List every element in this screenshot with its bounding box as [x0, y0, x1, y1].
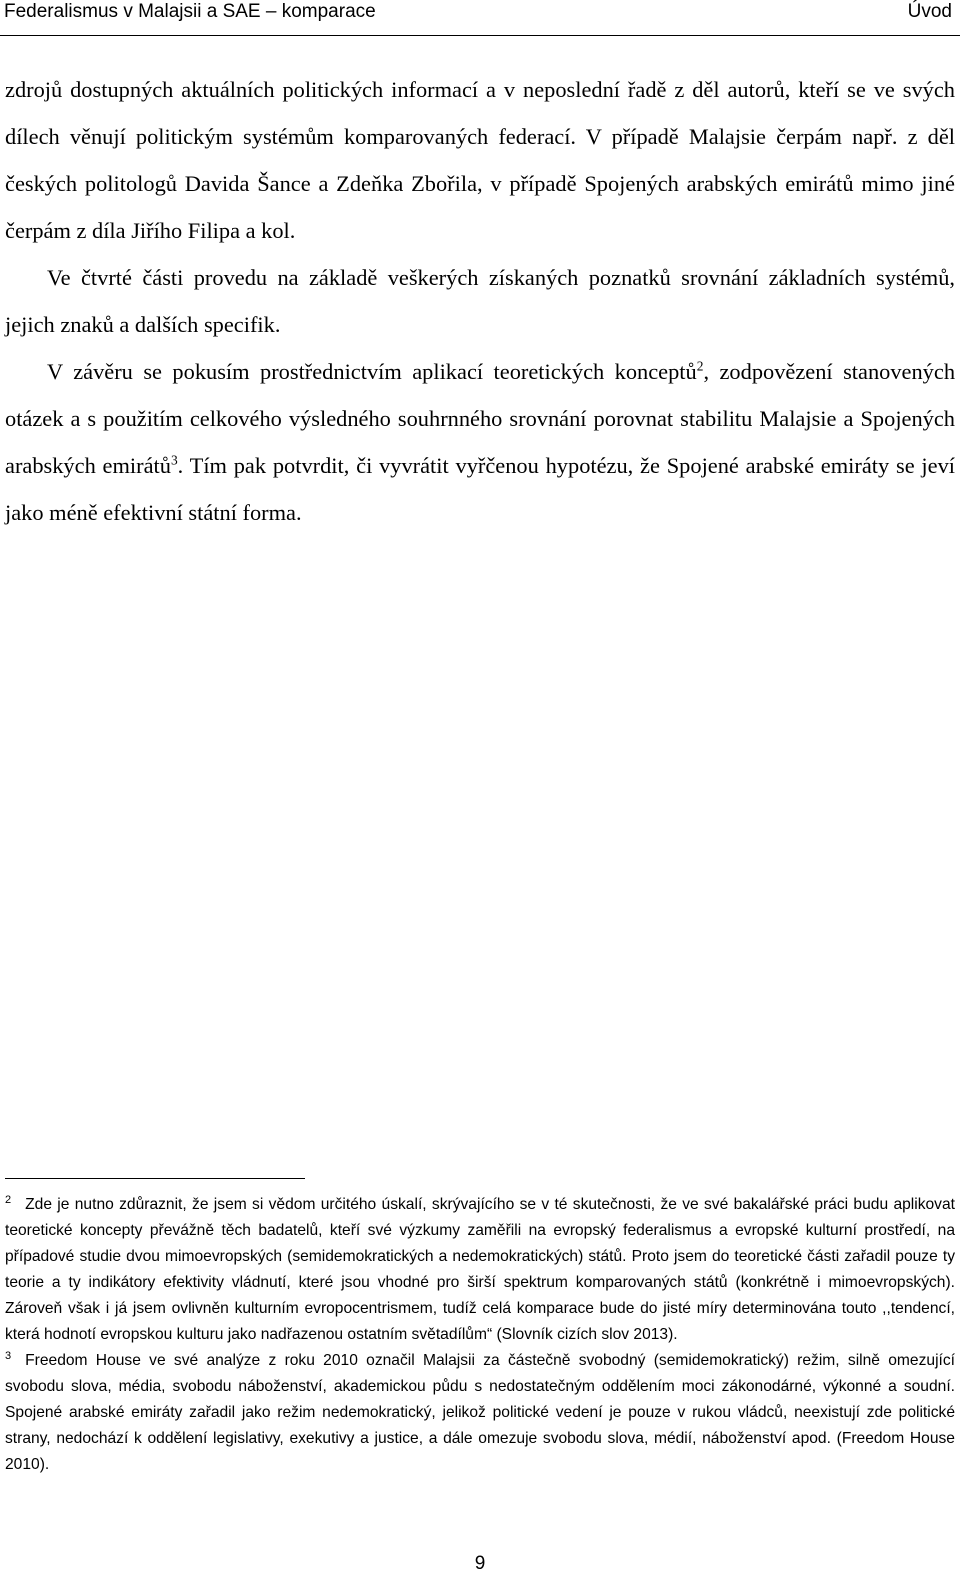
main-text — [5, 66, 955, 536]
footnote-ref-2[interactable]: 2 — [696, 358, 704, 374]
page-header — [0, 0, 960, 28]
header-divider — [0, 35, 960, 36]
footnote-2-text: Zde je nutno zdůraznit, že jsem si vědom určitého úskalí, skrývajícího se v té skutečnosti, že ve své bakalářské práci budu aplikovat teoretické koncepty převážně těch badatelů, kteří své výzkumy zaměřili na evropský federalismus a evropské kulturní prostředí, na případové studie dvou mimoevropských (semidemokratických a nedemokratických) států. Proto jsem do teoretické části zařadil pouze ty teorie a ty indikátory efektivity vládnutí, které jsou vhodné pro širší spektrum komparovaných států (konkrétně i mimoevropských). Zároveň však i já jsem ovlivněn kulturním evropocentrismem, tudíž celá komparace bude do jisté míry determinována touto ,,tendencí, která hodnotí evropskou kulturu jako nadřazenou ostatním světadílům“ (Slovník cizích slov 2013). — [5, 1196, 955, 1343]
footnote-divider — [5, 1178, 305, 1179]
paragraph-3 — [5, 348, 955, 536]
paragraph-2: Ve čtvrté části provedu na základě veškerých získaných poznatků srovnání základních systémů, jejich znaků a dalších specifik. — [5, 265, 955, 337]
header-title: Federalismus v Malajsii a SAE – komparace — [4, 1, 376, 22]
page-number: 9 — [474, 1553, 486, 1574]
paragraph-3-part-b: , zodpovězení stanovených otázek a s použitím celkového výsledného souhrnného srovnání porovnat stabilitu Malajsie a Spojených arabských emirátů — [5, 359, 956, 478]
footnote-ref-3[interactable]: 3 — [170, 452, 178, 468]
header-section: Úvod — [907, 1, 952, 22]
footnote-3 — [5, 1348, 955, 1478]
footnote-2-number: 2 — [5, 1193, 12, 1206]
footnote-3-text: Freedom House ve své analýze z roku 2010 označil Malajsii za částečně svobodný (semidemokratický) režim, silně omezující svobodu slova, média, svobodu náboženství, akademickou půdu s nedostatečným oddělením moci zákonodárné, výkonné a soudní. Spojené arabské emiráty zařadil jako režim nedemokratický, jelikož politické vedení je pouze v rukou vládců, neexistují zde politické strany, nedochází k oddělení legislativy, exekutivy a justice, a dále omezuje svobodu slova, médií, náboženství apod. (Freedom House 2010). — [5, 1352, 955, 1473]
footnote-2 — [5, 1192, 955, 1348]
paragraph-3-part-c: . Tím pak potvrdit, či vyvrátit vyřčenou hypotézu, že Spojené arabské emiráty se jeví jako méně efektivní státní forma. — [5, 453, 955, 525]
footnotes — [5, 1192, 955, 1478]
paragraph-1: zdrojů dostupných aktuálních politických informací a v neposlední řadě z děl autorů, kteří se ve svých dílech věnují politickým systémům komparovaných federací. V případě Malajsie čerpám např. z děl českých politologů Davida Šance a Zdeňka Zbořila, v případě Spojených arabských emirátů mimo jiné čerpám z díla Jiřího Filipa a kol. — [5, 77, 955, 243]
footnote-3-number: 3 — [5, 1349, 12, 1362]
paragraph-3-part-a: V závěru se pokusím prostřednictvím aplikací teoretických konceptů — [47, 359, 697, 384]
